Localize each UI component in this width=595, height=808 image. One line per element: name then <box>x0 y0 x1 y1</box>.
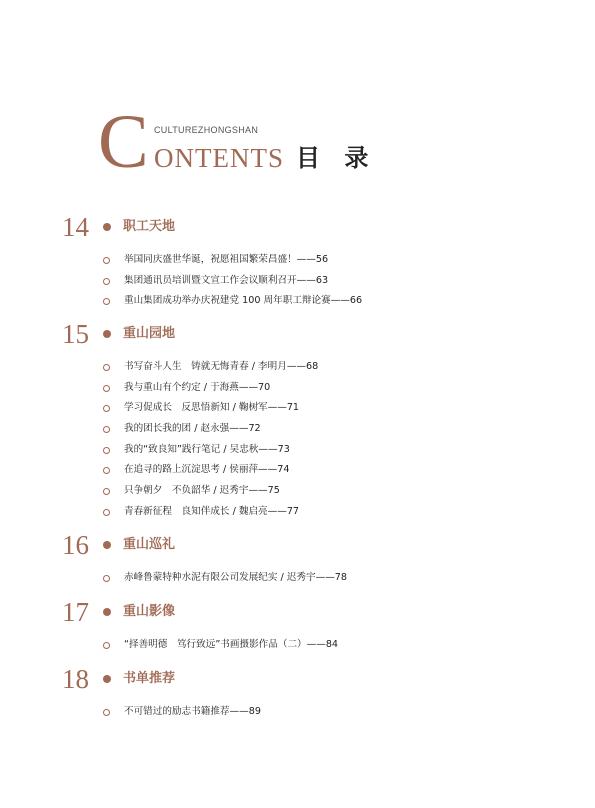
section-items <box>0 357 595 523</box>
section-items <box>0 635 595 656</box>
toc-entry-text: 书写奋斗人生 铸就无悔青春 / 李明月——68 <box>124 361 319 372</box>
circle-bullet-icon <box>103 467 110 474</box>
section-title[interactable]: 职工天地 <box>123 219 176 234</box>
toc-entry[interactable] <box>0 635 595 656</box>
section-dot-icon <box>103 330 111 338</box>
toc-section <box>0 319 595 523</box>
circle-bullet-icon <box>103 426 110 433</box>
toc-entry-text: 我的团长我的团 / 赵永强——72 <box>124 423 261 435</box>
toc-entry-text: 我与重山有个约定 / 于海燕——70 <box>124 381 271 393</box>
section-items <box>0 702 595 723</box>
toc-entry-text: 我的“致良知”践行笔记 / 吴忠秋——73 <box>124 443 290 455</box>
section-title[interactable]: 重山影像 <box>123 604 176 619</box>
section-title[interactable]: 书单推荐 <box>123 671 176 686</box>
toc-entry-text: “择善明德 笃行致远”书画摄影作品（二）——84 <box>124 639 339 650</box>
circle-bullet-icon <box>103 298 110 305</box>
section-items <box>0 568 595 589</box>
section-number: 16 <box>62 530 89 560</box>
section-dot-icon <box>103 223 111 231</box>
toc-entry-text: 集团通讯员培训暨文宣工作会议顺利召开——63 <box>124 274 329 286</box>
section-header <box>0 664 595 694</box>
toc-entry[interactable] <box>0 460 595 481</box>
circle-bullet-icon <box>103 405 110 412</box>
toc-entry-text: 不可错过的励志书籍推荐——89 <box>124 706 261 717</box>
contents-title-cn: 目 录 <box>296 143 377 172</box>
section-dot-icon <box>103 608 111 616</box>
toc-entry-text: 赤峰鲁蒙特种水泥有限公司发展纪实 / 迟秀宇——78 <box>124 572 348 583</box>
toc-entry[interactable] <box>0 291 595 312</box>
section-header <box>0 319 595 349</box>
toc-entry-text: 举国同庆盛世华诞，祝愿祖国繁荣昌盛！——56 <box>124 254 329 265</box>
toc-entry[interactable] <box>0 702 595 723</box>
toc-entry-text: 只争朝夕 不负韶华 / 迟秀宇——75 <box>124 485 280 497</box>
toc-section <box>0 530 595 589</box>
contents-title-en: ONTENTS <box>154 143 284 173</box>
contents-header <box>0 0 595 200</box>
section-header <box>0 597 595 627</box>
circle-bullet-icon <box>103 447 110 454</box>
circle-bullet-icon <box>103 278 110 285</box>
toc-entry[interactable] <box>0 502 595 523</box>
circle-bullet-icon <box>103 488 110 495</box>
section-items <box>0 250 595 312</box>
circle-bullet-icon <box>103 709 110 716</box>
section-number: 18 <box>62 664 89 694</box>
circle-bullet-icon <box>103 575 110 582</box>
toc-entry-text: 重山集团成功举办庆祝建党 100 周年职工辩论赛——66 <box>124 295 363 307</box>
contents-big-letter: C <box>98 100 149 184</box>
toc-entry[interactable] <box>0 481 595 502</box>
toc-entry[interactable] <box>0 250 595 271</box>
section-number: 14 <box>62 212 89 242</box>
toc-entry[interactable] <box>0 378 595 399</box>
toc-entry[interactable] <box>0 440 595 461</box>
section-number: 15 <box>62 319 89 349</box>
toc-entry[interactable] <box>0 357 595 378</box>
section-title[interactable]: 重山巡礼 <box>123 537 176 552</box>
toc-entry[interactable] <box>0 419 595 440</box>
toc-section <box>0 597 595 656</box>
section-title[interactable]: 重山园地 <box>123 326 176 341</box>
toc-section <box>0 212 595 312</box>
magazine-name-en: CULTUREZHONGSHAN <box>154 125 259 135</box>
section-dot-icon <box>103 675 111 683</box>
section-number: 17 <box>62 597 89 627</box>
toc-entry-text: 在追寻的路上沉淀思考 / 侯丽萍——74 <box>124 464 290 476</box>
circle-bullet-icon <box>103 257 110 264</box>
toc-section <box>0 664 595 723</box>
circle-bullet-icon <box>103 385 110 392</box>
toc-entry[interactable] <box>0 568 595 589</box>
section-dot-icon <box>103 541 111 549</box>
toc-entry[interactable] <box>0 398 595 419</box>
toc-entry-text: 青春新征程 良知伴成长 / 魏启亮——77 <box>124 505 300 517</box>
circle-bullet-icon <box>103 509 110 516</box>
section-header <box>0 212 595 242</box>
section-header <box>0 530 595 560</box>
circle-bullet-icon <box>103 642 110 649</box>
toc-entry[interactable] <box>0 271 595 292</box>
toc-entry-text: 学习促成长 反思悟新知 / 鞠树军——71 <box>124 402 300 414</box>
circle-bullet-icon <box>103 364 110 371</box>
